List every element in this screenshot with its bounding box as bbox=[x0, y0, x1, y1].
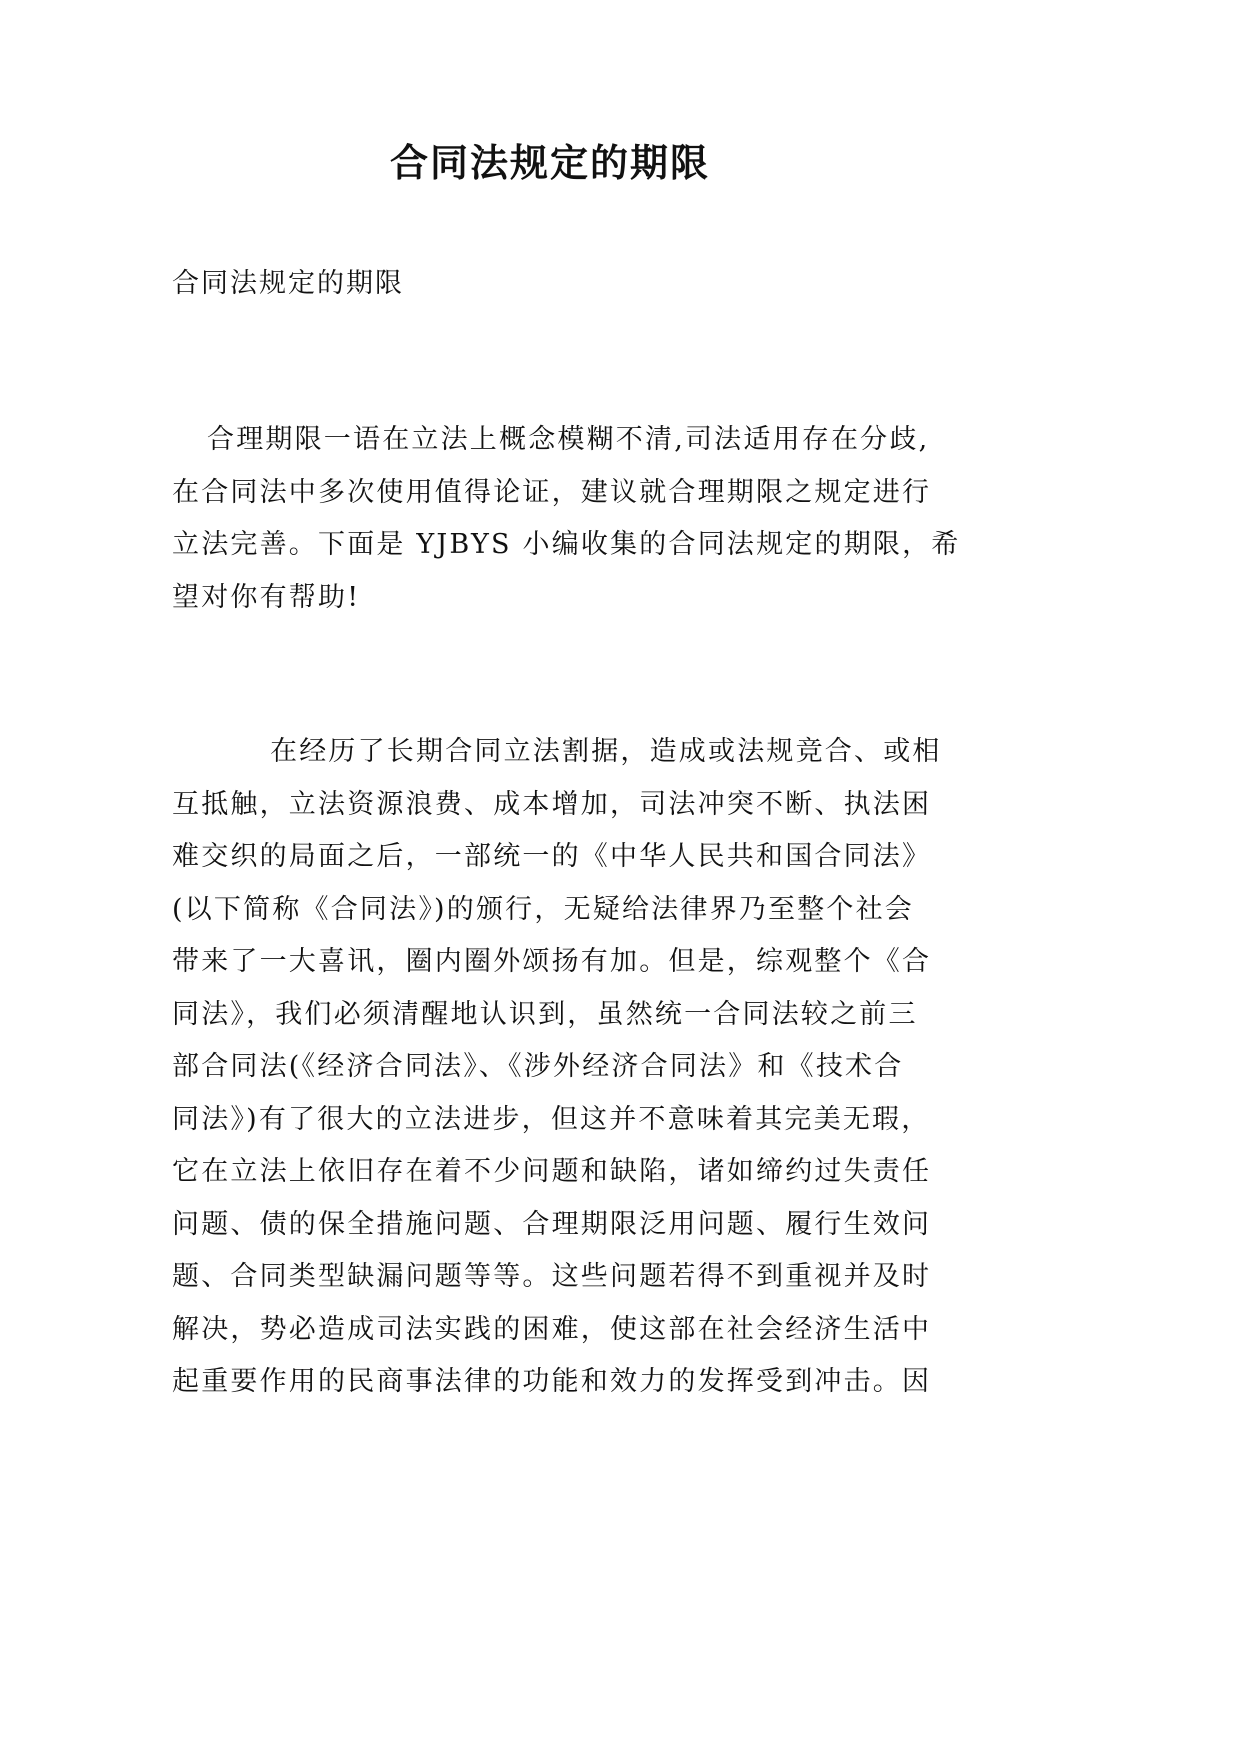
paragraph-intro bbox=[172, 414, 992, 624]
document-title: 合同法规定的期限 bbox=[390, 141, 711, 185]
text-line: 问题、债的保全措施问题、合理期限泛用问题、履行生效问 bbox=[172, 1208, 932, 1240]
text-line: 题、合同类型缺漏问题等等。这些问题若得不到重视并及时 bbox=[172, 1261, 932, 1292]
text-line: 它在立法上依旧存在着不少问题和缺陷，诸如缔约过失责任 bbox=[172, 1156, 932, 1187]
text-line: (以下简称《合同法》)的颁行，无疑给法律界乃至整个社会 bbox=[172, 893, 914, 925]
document-subtitle: 合同法规定的期限 bbox=[172, 268, 404, 299]
text-line: 在合同法中多次使用值得论证，建议就合理期限之规定进行 bbox=[172, 476, 932, 508]
text-line: 合理期限一语在立法上概念模糊不清,司法适用存在分歧, bbox=[207, 424, 930, 455]
paragraph-body bbox=[172, 726, 992, 1409]
text-line: 同法》，我们必须清醒地认识到，虽然统一合同法较之前三 bbox=[172, 998, 918, 1030]
text-line: 解决，势必造成司法实践的困难，使这部在社会经济生活中 bbox=[172, 1313, 932, 1345]
text-line: 起重要作用的民商事法律的功能和效力的发挥受到冲击。因 bbox=[172, 1366, 932, 1397]
text-line: 部合同法(《经济合同法》、《涉外经济合同法》和《技术合 bbox=[172, 1051, 904, 1082]
text-line: 难交织的局面之后，一部统一的《中华人民共和国合同法》 bbox=[172, 841, 932, 872]
text-line: 立法完善。下面是 YJBYS 小编收集的合同法规定的期限，希 bbox=[172, 529, 961, 560]
text-line: 望对你有帮助! bbox=[172, 581, 361, 613]
text-line: 互抵触，立法资源浪费、成本增加，司法冲突不断、执法困 bbox=[172, 788, 932, 820]
text-line: 带来了一大喜讯，圈内圈外颂扬有加。但是，综观整个《合 bbox=[172, 946, 932, 977]
text-line: 在经历了长期合同立法割据，造成或法规竞合、或相 bbox=[270, 736, 942, 767]
text-line: 同法》)有了很大的立法进步，但这并不意味着其完美无瑕， bbox=[172, 1103, 931, 1135]
